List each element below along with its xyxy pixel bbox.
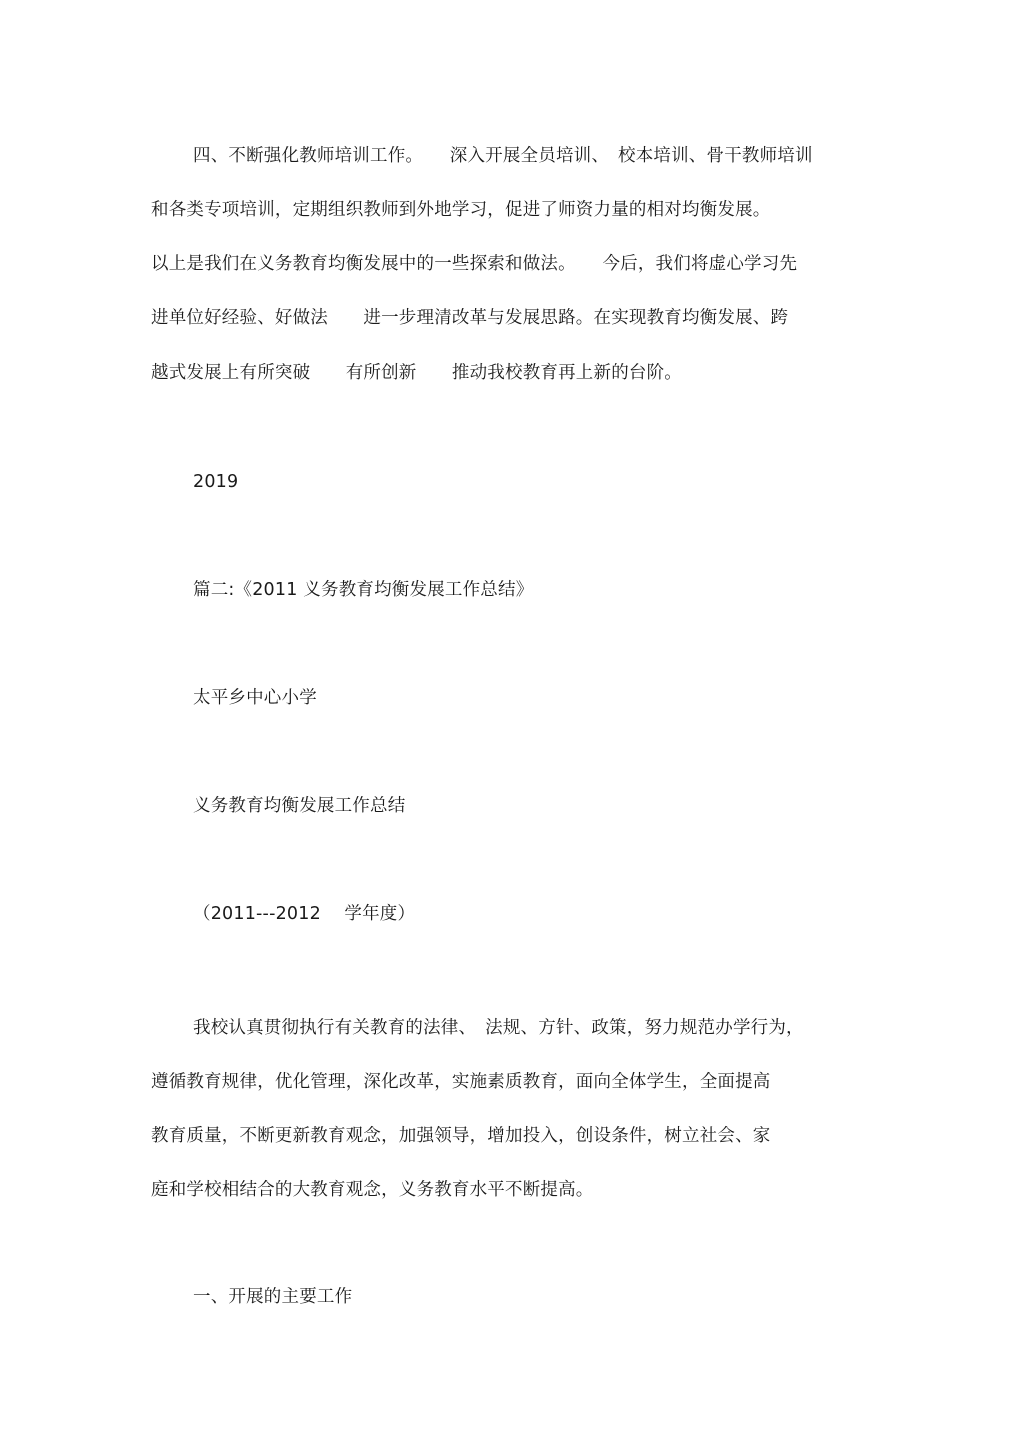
paragraph-line: 和各类专项培训，定期组织教师到外地学习，促进了师资力量的相对均衡发展。 xyxy=(151,200,771,220)
paragraph-line: 越式发展上有所突破 有所创新 推动我校教育再上新的台阶。 xyxy=(151,363,682,383)
paragraph-line: 我校认真贯彻执行有关教育的法律、 法规、方针、政策，努力规范办学行为， xyxy=(193,1018,804,1038)
paragraph-line: 四、不断强化教师培训工作。 深入开展全员培训、 校本培训、骨干教师培训 xyxy=(193,146,813,166)
section-heading: 篇二:《2011 义务教育均衡发展工作总结》 xyxy=(193,580,534,600)
paragraph-line: 进单位好经验、好做法 进一步理清改革与发展思路。在实现教育均衡发展、跨 xyxy=(151,308,789,328)
subsection-heading: 一、开展的主要工作 xyxy=(193,1287,353,1307)
paragraph-line: 遵循教育规律，优化管理，深化改革，实施素质教育，面向全体学生，全面提高 xyxy=(151,1072,771,1092)
paragraph-line: 庭和学校相结合的大教育观念，义务教育水平不断提高。 xyxy=(151,1180,594,1200)
school-name: 太平乡中心小学 xyxy=(193,688,317,708)
document-title: 义务教育均衡发展工作总结 xyxy=(193,796,406,816)
school-year: （2011---2012 学年度） xyxy=(193,904,416,924)
paragraph-line: 教育质量，不断更新教育观念，加强领导，增加投入，创设条件，树立社会、家 xyxy=(151,1126,771,1146)
paragraph-line: 以上是我们在义务教育均衡发展中的一些探索和做法。 今后，我们将虚心学习先 xyxy=(151,254,798,274)
year-label: 2019 xyxy=(193,472,239,492)
